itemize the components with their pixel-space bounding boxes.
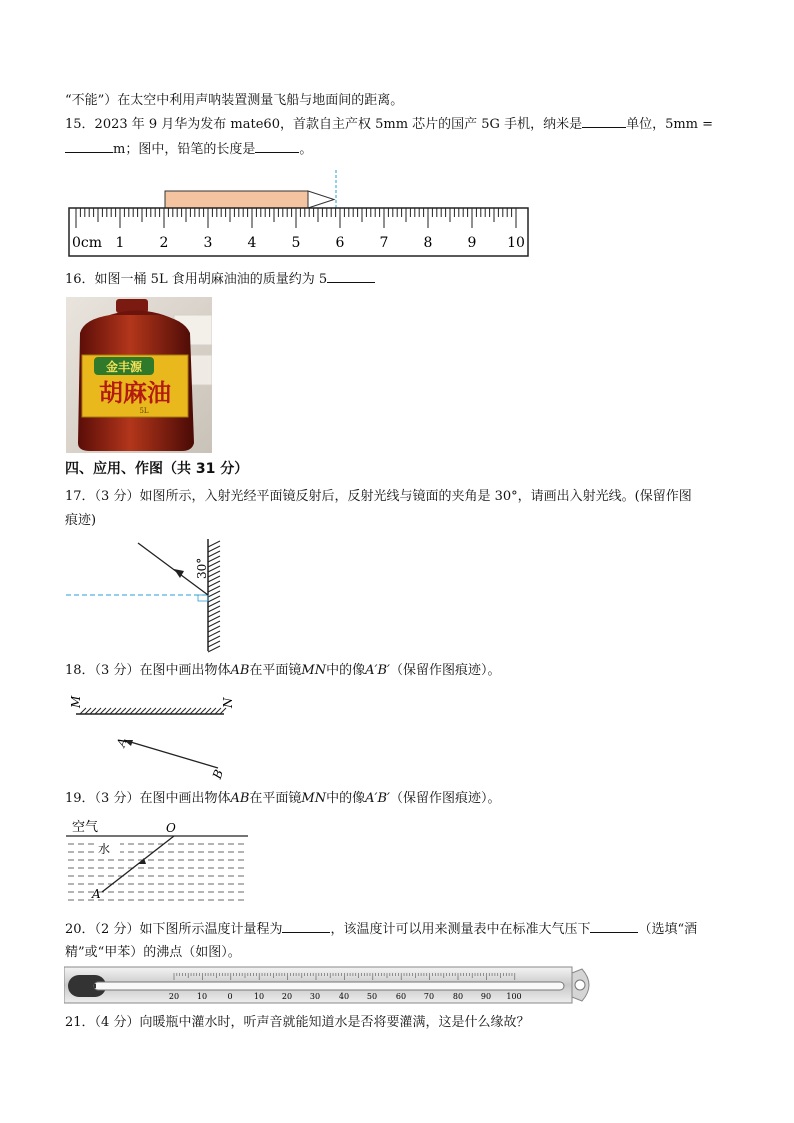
- hatch-line: [208, 631, 220, 637]
- q18-line: 18．（3 分）在图中画出物体AB在平面镜MN中的像A′B′（保留作图痕迹）。: [65, 663, 501, 678]
- scale-label: 100: [506, 992, 522, 1001]
- ruler-label: 6: [335, 235, 345, 251]
- section-title: 四、应用、作图（共 31 分）: [65, 461, 249, 477]
- scale-label: 90: [480, 992, 492, 1001]
- ruler-label: 5: [291, 235, 301, 251]
- hatch-line: [208, 561, 220, 567]
- bottle-label-text: 胡麻油: [99, 378, 171, 407]
- label-m: M: [69, 695, 83, 708]
- ruler-label: 8: [423, 235, 433, 251]
- label-water: 水: [98, 842, 111, 856]
- hatch-line: [165, 708, 171, 714]
- thermometer-tube: [94, 982, 564, 990]
- hatch-line: [208, 606, 220, 612]
- label-a: A: [113, 735, 131, 749]
- object-ab: [124, 740, 218, 768]
- right-angle-mark: [198, 595, 208, 601]
- scale-label: 80: [452, 992, 464, 1001]
- ruler-label: 3: [203, 235, 213, 251]
- q20-blank-2[interactable]: [590, 920, 638, 933]
- hatch-line: [110, 708, 116, 714]
- q17-line1: 17．（3 分）如图所示，入射光经平面镜反射后，反射光线与镜面的夹角是 30°，请画出入射光线。(保留作图: [65, 489, 692, 504]
- hatch-line: [155, 708, 161, 714]
- q19-line: 19．（3 分）在图中画出物体AB在平面镜MN中的像A′B′（保留作图痕迹）。: [65, 791, 501, 806]
- bottle-volume: 5L: [139, 407, 149, 415]
- hatch-line: [130, 708, 136, 714]
- oil-bottle-photo: [66, 297, 212, 453]
- pencil-tip: [308, 191, 334, 208]
- hatch-line: [195, 708, 201, 714]
- hatch-line: [200, 708, 206, 714]
- hatch-line: [190, 708, 196, 714]
- q15-blank-2[interactable]: [65, 140, 113, 153]
- mirror-hatching: [208, 541, 220, 652]
- hatch-line: [150, 708, 156, 714]
- hatch-line: [208, 556, 220, 562]
- q16-line: 16．如图一桶 5L 食用胡麻油油的质量约为 5: [65, 270, 375, 289]
- hatch-line: [208, 566, 220, 572]
- scale-label: 50: [366, 992, 378, 1001]
- q17-line2: 痕迹): [65, 513, 97, 528]
- ruler-label: 4: [247, 235, 257, 251]
- hatch-line: [208, 601, 220, 607]
- q15-blank-1[interactable]: [582, 115, 626, 128]
- ruler-label: 9: [467, 235, 477, 251]
- hatch-line: [208, 616, 220, 622]
- hatch-line: [208, 576, 220, 582]
- label-a: A: [92, 887, 101, 901]
- hatch-line: [85, 708, 91, 714]
- hatch-line: [208, 641, 220, 647]
- ruler-figure: [66, 166, 536, 260]
- scale-label: 10: [196, 992, 208, 1001]
- label-o: O: [166, 821, 176, 835]
- angle-label: 30°: [195, 557, 209, 579]
- mirror-figure-q17: [66, 535, 236, 655]
- q20-blank-1[interactable]: [282, 920, 330, 933]
- hatch-line: [208, 611, 220, 617]
- hatch-line: [95, 708, 101, 714]
- hatch-line: [208, 621, 220, 627]
- ruler-label: 2: [159, 235, 169, 251]
- hatch-line: [145, 708, 151, 714]
- hatch-line: [90, 708, 96, 714]
- hatch-line: [125, 708, 131, 714]
- bottle-brand: 金丰源: [105, 360, 143, 374]
- hatch-line: [120, 708, 126, 714]
- label-b: B: [209, 767, 227, 781]
- q15-line2: m；图中，铅笔的长度是 。: [65, 140, 312, 159]
- hatch-line: [170, 708, 176, 714]
- scale-label: 60: [395, 992, 407, 1001]
- hatch-line: [100, 708, 106, 714]
- scale-label: 10: [253, 992, 265, 1001]
- hatch-line: [208, 591, 220, 597]
- scale-label: 30: [309, 992, 321, 1001]
- hatch-line: [208, 541, 220, 547]
- q20-line1: 20．（2 分）如下图所示温度计量程为 ，该温度计可以用来测量表中在标准大气压下 （选填“酒: [65, 922, 698, 937]
- ruler-label: 10: [507, 235, 525, 251]
- hatch-line: [208, 646, 220, 652]
- scale-label: 20: [281, 992, 293, 1001]
- refraction-figure-q19: [66, 816, 250, 904]
- hatch-line: [208, 626, 220, 632]
- ruler-label: 7: [379, 235, 389, 251]
- q21-line: 21．（4 分）向暖瓶中灌水时，听声音就能知道水是否将要灌满，这是什么缘故？: [65, 1015, 530, 1030]
- q15-line1: 15．2023 年 9 月华为发布 mate60，首款自主产权 5mm 芯片的国产 5G 手机，纳米是 单位，5mm =: [65, 117, 714, 132]
- scale-label: 40: [338, 992, 350, 1001]
- q20-line2: 精”或“甲苯）的沸点（如图）。: [65, 945, 241, 960]
- hatch-line: [208, 596, 220, 602]
- label-air: 空气: [72, 820, 99, 835]
- q15-blank-3[interactable]: [255, 140, 299, 153]
- thermometer-figure: [64, 965, 596, 1005]
- q14-tail: “不能”）在太空中利用声呐装置测量飞船与地面间的距离。: [65, 93, 404, 108]
- hatch-line: [105, 708, 111, 714]
- hatch-line: [160, 708, 166, 714]
- hatch-line: [208, 546, 220, 552]
- hatch-line: [210, 708, 216, 714]
- hatch-line: [175, 708, 181, 714]
- hatch-line: [208, 551, 220, 557]
- scale-label: 70: [423, 992, 435, 1001]
- hatch-line: [205, 708, 211, 714]
- hatch-line: [185, 708, 191, 714]
- hatch-line: [208, 571, 220, 577]
- hatch-line: [115, 708, 121, 714]
- hatch-line: [208, 586, 220, 592]
- mirror-hatching: [80, 708, 226, 714]
- ruler-label: 1: [115, 235, 125, 251]
- hatch-line: [140, 708, 146, 714]
- q16-blank[interactable]: [327, 270, 375, 283]
- hatch-line: [180, 708, 186, 714]
- hatch-line: [135, 708, 141, 714]
- ruler-label: 0cm: [72, 235, 103, 251]
- label-n: N: [221, 697, 235, 708]
- mirror-figure-q18: [66, 690, 236, 782]
- hatch-line: [208, 636, 220, 642]
- scale-label: 0: [227, 992, 233, 1001]
- hatch-line: [208, 581, 220, 587]
- pencil-body: [165, 191, 308, 208]
- scale-label: 20: [168, 992, 180, 1001]
